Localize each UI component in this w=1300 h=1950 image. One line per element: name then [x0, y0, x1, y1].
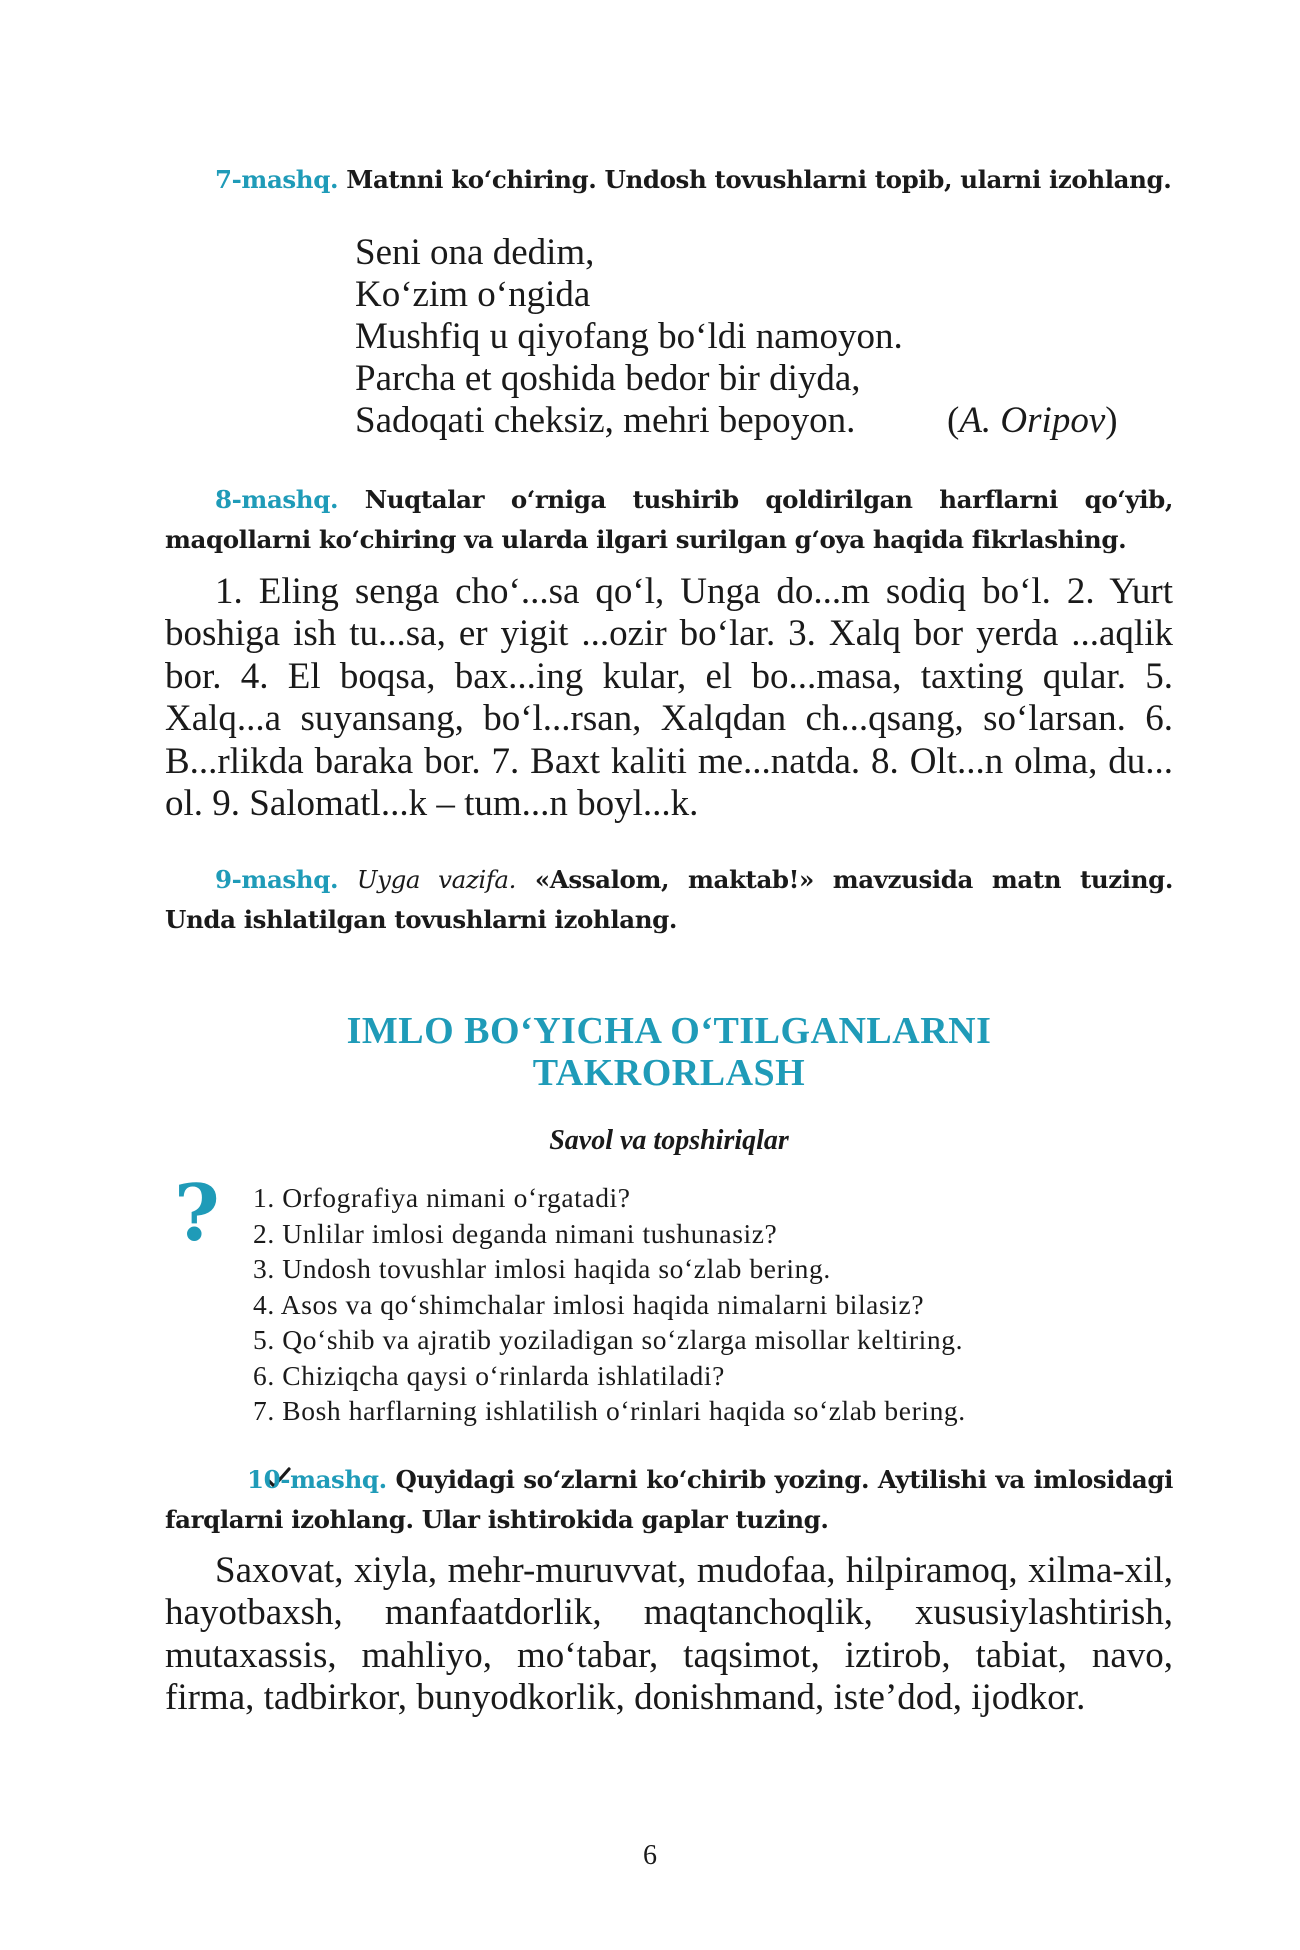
- question-item: 4. Asos va qo‘shimchalar imlosi haqida nimalarni bilasiz?: [253, 1288, 925, 1320]
- exercise-7-poem: [355, 232, 1118, 442]
- poem-line: Mushfiq u qiyofang bo‘ldi namoyon.: [355, 316, 903, 357]
- poem-line: Parcha et qoshida bedor bir diyda,: [355, 358, 861, 399]
- author-paren-close: ): [1105, 400, 1118, 441]
- exercise-9-number: 9-mashq.: [215, 865, 339, 894]
- exercise-10-heading: [165, 1460, 1173, 1540]
- exercise-8-proverbs: 1. Eling senga cho‘...sa qo‘l, Unga do...m sodiq bo‘l. 2. Yurt boshiga ish tu...sa, er yigit ...ozir bo‘lar. 3. Xalq bor yerda ...aqlik bor. 4. El boqsa, bax...ing kular, el bo...masa, taxting qular. 5. Xalq...a suyansang, bo‘l...rsan, Xalqdan ch...qsang, so‘larsan. 6. B...rlikda baraka bor. 7. Baxt kaliti me...natda. 8. Olt...n olma, du... ol. 9. Salomatl...k – tum...n boyl...k.: [165, 571, 1173, 825]
- poem-line: Ko‘zim o‘ngida: [355, 274, 591, 315]
- exercise-8-number: 8-mashq.: [215, 485, 339, 514]
- exercise-10-instruction: Quyidagi so‘zlarni ko‘chirib yozing. Aytilishi va imlosidagi farqlarni izohlang. Ular ishtirokida gaplar tuzing.: [165, 1465, 1173, 1534]
- question-item: 1. Orfografiya nimani o‘rgatadi?: [253, 1182, 631, 1213]
- poem-line: Seni ona dedim,: [355, 232, 595, 273]
- section-subtitle: Savol va topshiriqlar: [549, 1125, 789, 1156]
- exercise-10-number: 10-mashq.: [247, 1465, 387, 1494]
- exercise-9-instruction: «Assalom, maktab!» mavzusida matn tuzing. Unda ishlatilgan tovushlarni izohlang.: [165, 865, 1173, 934]
- exercise-9-label: Uyga vazifa.: [356, 865, 517, 894]
- question-item: 3. Undosh tovushlar imlosi haqida so‘zlab bering.: [253, 1253, 831, 1284]
- section-title-line-2: TAKRORLASH: [532, 1052, 806, 1094]
- question-item: 5. Qo‘shib va ajratib yoziladigan so‘zlarga misollar keltiring.: [253, 1324, 964, 1355]
- exercise-7-instruction: Matnni ko‘chiring. Undosh tovushlarni topib, ularni izohlang.: [346, 165, 1172, 194]
- section-title-line-1: IMLO BO‘YICHA O‘TILGANLARNI: [346, 1010, 992, 1052]
- questions-list: [253, 1180, 966, 1429]
- question-item: 6. Chiziqcha qaysi o‘rinlarda ishlatiladi?: [253, 1359, 725, 1391]
- author-paren-open: (: [947, 400, 960, 441]
- question-mark-icon: ?: [174, 1168, 220, 1259]
- check-icon: [215, 1462, 241, 1486]
- section-title: [165, 1010, 1173, 1094]
- exercise-10-words: Saxovat, xiyla, mehr-muruvvat, mudofaa, hilpiramoq, xilma-xil, hayotbaxsh, manfaatdorlik, maqtanchoqlik, xususiylashtirish, mutaxassis, mahliyo, mo‘tabar, taqsimot, iztirob, tabiat, navo, firma, tadbirkor, bunyodkorlik, donishmand, iste’dod, ijodkor.: [165, 1550, 1173, 1719]
- exercise-9-heading: [165, 860, 1173, 940]
- exercise-7-heading: [165, 160, 1173, 200]
- exercise-8-instruction: Nuqtalar o‘rniga tushirib qoldirilgan harflarni qo‘yib, maqollarni ko‘chiring va ularda ilgari surilgan g‘oya haqida fikrlashing.: [165, 485, 1173, 554]
- exercise-7-number: 7-mashq.: [215, 165, 339, 194]
- page-number: 6: [643, 1840, 657, 1871]
- question-item: 7. Bosh harflarning ishlatilish o‘rinlari haqida so‘zlab bering.: [253, 1395, 966, 1426]
- question-item: 2. Unlilar imlosi deganda nimani tushunasiz?: [253, 1217, 778, 1249]
- exercise-8-heading: [165, 480, 1173, 560]
- poem-line: Sadoqati cheksiz, mehri bepoyon.: [355, 400, 856, 441]
- author-name: A. Oripov: [959, 400, 1106, 441]
- poem-author: [947, 400, 1118, 442]
